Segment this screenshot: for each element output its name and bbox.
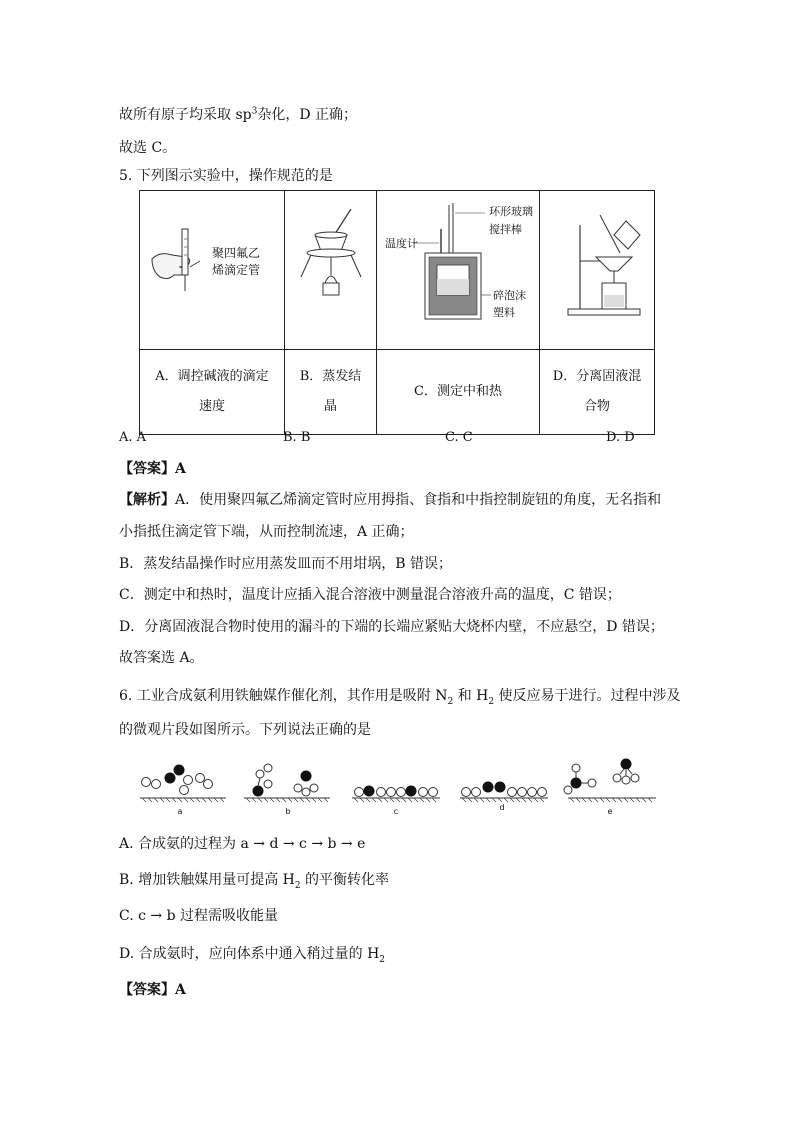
q5-analysis-line-6: 故答案选 A。: [119, 650, 204, 666]
evaporation-figure: [285, 191, 377, 337]
panel-d-label: d: [499, 803, 505, 812]
q5-option-c: C. C: [445, 430, 473, 445]
caption-a-line1: A．调控碱液的滴定: [155, 369, 269, 384]
panel-c-label: c: [393, 807, 399, 816]
q5-analysis-line-2: 小指抵住滴定管下端，从而控制流速，A 正确；: [119, 524, 414, 540]
prev-line1-tail: 杂化，D 正确；: [257, 107, 358, 123]
caption-b-line2: 晶: [323, 399, 337, 414]
q6-choice-c: C. c → b 过程需吸收能量: [119, 908, 278, 924]
panel-e: [564, 759, 656, 817]
q6-stem-part-2: 和 H: [453, 688, 489, 704]
q6-choice-b-tail: 的平衡转化率: [300, 872, 390, 888]
foam-label-1: 碎泡沫: [493, 289, 526, 302]
stirrer-label-2: 搅拌棒: [489, 223, 522, 236]
thermometer-label: 温度计: [385, 237, 418, 250]
q5-answer: 【答案】A: [119, 461, 186, 477]
caption-d: [540, 350, 655, 435]
q5-analysis-line-3: B．蒸发结晶操作时应用蒸发皿而不用坩埚，B 错误；: [119, 556, 453, 572]
q6-answer: 【答案】A: [119, 982, 186, 998]
figure-cell-b: [285, 191, 377, 350]
q6-choice-a: A. 合成氨的过程为 a → d → c → b → e: [119, 836, 366, 852]
caption-b-line1: B．蒸发结: [299, 369, 362, 384]
q6-choice-b-text: B. 增加铁触媒用量可提高 H: [119, 872, 295, 888]
q6-choice-d-subscript: 2: [379, 954, 386, 965]
q6-choice-b-subscript: 2: [294, 880, 301, 891]
q6-choice-b: [119, 870, 389, 890]
q5-analysis-line-5: D．分离固液混合物时使用的漏斗的下端的长端应紧贴大烧杯内壁，不应悬空，D 错误；: [119, 619, 664, 635]
h2-subscript: 2: [488, 696, 495, 707]
prev-conclusion-line: [119, 105, 357, 125]
n2-subscript: 2: [447, 696, 454, 707]
stirrer-label-1: 环形玻璃: [489, 205, 533, 218]
burette-label-1: 聚四氟乙: [212, 246, 261, 260]
filtration-figure: [540, 191, 655, 337]
catalysis-figure: [138, 754, 658, 816]
caption-b: [285, 350, 377, 435]
burette-figure: [140, 191, 285, 337]
caption-a: [140, 350, 285, 435]
experiment-table: [139, 190, 655, 435]
q6-stem-part-3: 使反应易于进行。过程中涉及: [494, 688, 681, 704]
panel-b: [244, 764, 330, 816]
caption-d-line2: 合物: [583, 399, 610, 414]
panel-c: [352, 786, 440, 817]
figure-cell-a: [140, 191, 285, 350]
prev-answer-line: 故选 C。: [119, 140, 177, 156]
burette-label-2: 烯滴定管: [212, 263, 261, 277]
analysis-label: 【解析】: [119, 492, 175, 508]
q5-stem: 5. 下列图示实验中，操作规范的是: [119, 168, 333, 184]
q6-choice-d-text: D. 合成氨时，应向体系中通入稍过量的 H: [119, 946, 380, 962]
calorimeter-figure: [377, 191, 540, 337]
panel-e-label: e: [607, 807, 613, 816]
q5-analysis-line-1: [119, 490, 661, 510]
foam-label-2: 塑料: [493, 306, 515, 319]
caption-a-line2: 速度: [198, 399, 225, 414]
q5-option-d: D. D: [606, 430, 635, 445]
panel-a: [140, 765, 226, 817]
panel-d: [460, 782, 548, 813]
panel-a-label: a: [177, 807, 183, 816]
figure-cell-d: [540, 191, 655, 350]
q5-option-b: B. B: [283, 430, 311, 445]
analysis-text-1: A．使用聚四氟乙烯滴定管时应用拇指、食指和中指控制旋钮的角度，无名指和: [175, 492, 662, 508]
panel-b-label: b: [285, 807, 291, 816]
q6-stem-line-2: 的微观片段如图所示。下列说法正确的是: [119, 722, 371, 738]
q6-choice-d: [119, 944, 385, 964]
q5-analysis-line-4: C．测定中和热时，温度计应插入混合溶液中测量混合溶液升高的温度，C 错误；: [119, 587, 621, 603]
prev-line1-text: 故所有原子均采取 sp: [119, 107, 252, 123]
q6-stem-line-1: [119, 686, 681, 706]
caption-c: [377, 350, 540, 435]
figure-cell-c: [377, 191, 540, 350]
q5-option-a: A. A: [119, 430, 147, 445]
q6-stem-part-1: 6. 工业合成氨利用铁触媒作催化剂，其作用是吸附 N: [119, 688, 448, 704]
sp3-superscript: 3: [251, 106, 258, 117]
caption-c-line1: C．测定中和热: [414, 384, 502, 399]
caption-d-line1: D．分离固液混: [552, 369, 642, 384]
